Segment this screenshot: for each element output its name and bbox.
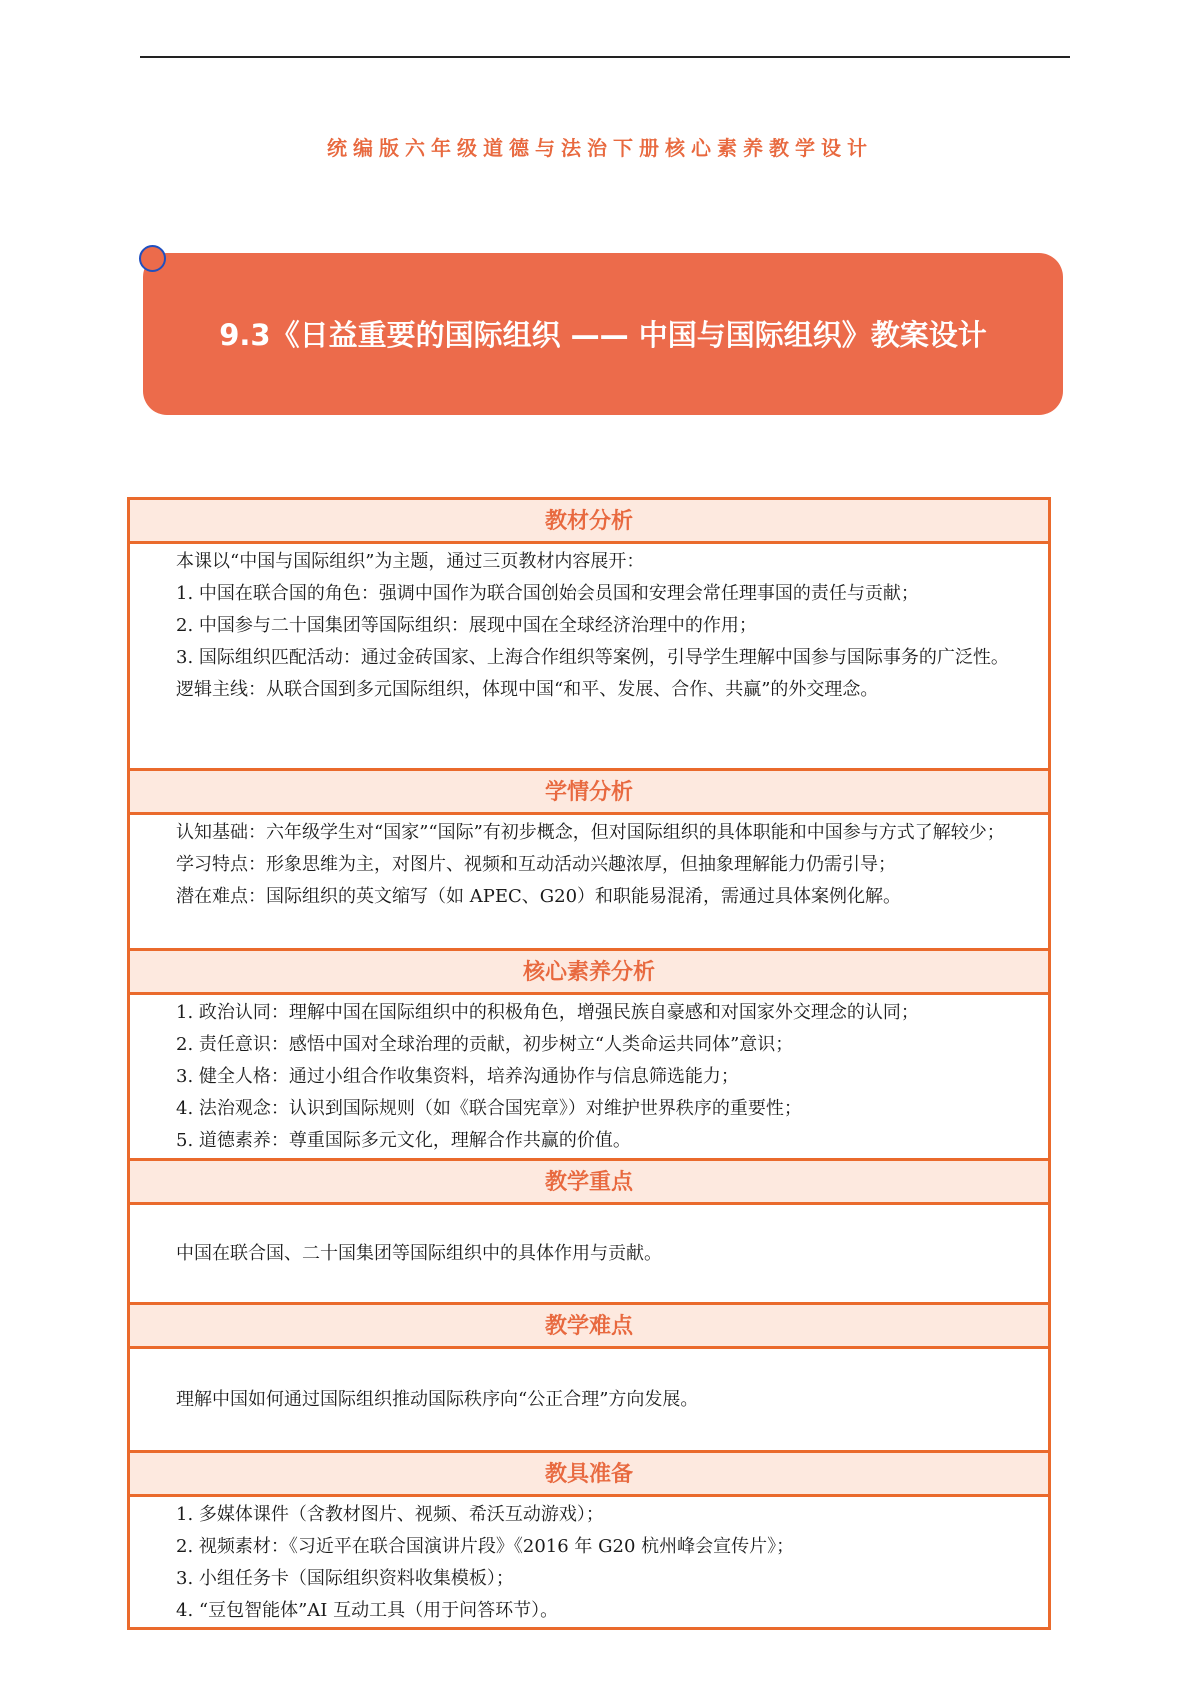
banner-bullet-icon	[139, 245, 166, 272]
paragraph: 3. 健全人格：通过小组合作收集资料，培养沟通协作与信息筛选能力；	[176, 1066, 739, 1087]
paragraph: 潜在难点：国际组织的英文缩写（如 APEC、G20）和职能易混淆，需通过具体案例化解。	[176, 886, 902, 907]
section-heading-difficulties: 教学难点	[130, 1305, 1048, 1349]
section-body-textbook-analysis	[130, 544, 1048, 771]
lesson-plan-table	[127, 497, 1051, 1630]
series-title: 统编版六年级道德与法治下册核心素养教学设计	[327, 136, 873, 160]
section-heading-student-analysis: 学情分析	[130, 771, 1048, 815]
title-banner	[143, 253, 1063, 415]
paragraph: 认知基础：六年级学生对“国家”“国际”有初步概念，但对国际组织的具体职能和中国参与方式了解较少；	[176, 822, 1005, 843]
paragraph: 学习特点：形象思维为主，对图片、视频和互动活动兴趣浓厚，但抽象理解能力仍需引导；	[176, 854, 896, 875]
paragraph: 1. 多媒体课件（含教材图片、视频、希沃互动游戏）；	[176, 1504, 604, 1525]
section-body-core-literacy	[130, 995, 1048, 1161]
paragraph: 2. 责任意识：感悟中国对全球治理的贡献，初步树立“人类命运共同体”意识；	[176, 1034, 794, 1055]
paragraph: 4. “豆包智能体”AI 互动工具（用于问答环节）。	[176, 1600, 559, 1621]
lesson-title: 9.3《日益重要的国际组织 —— 中国与国际组织》教案设计	[219, 318, 987, 352]
paragraph: 逻辑主线：从联合国到多元国际组织，体现中国“和平、发展、合作、共赢”的外交理念。	[176, 679, 879, 700]
section-body-difficulties	[130, 1349, 1048, 1453]
section-heading-textbook-analysis: 教材分析	[130, 500, 1048, 544]
paragraph: 4. 法治观念：认识到国际规则（如《联合国宪章》）对维护世界秩序的重要性；	[176, 1098, 802, 1119]
paragraph: 5. 道德素养：尊重国际多元文化，理解合作共赢的价值。	[176, 1130, 631, 1151]
paragraph: 中国在联合国、二十国集团等国际组织中的具体作用与贡献。	[176, 1242, 662, 1264]
paragraph: 2. 视频素材：《习近平在联合国演讲片段》《2016 年 G20 杭州峰会宣传片》；	[176, 1536, 795, 1557]
section-body-student-analysis	[130, 815, 1048, 951]
paragraph: 理解中国如何通过国际组织推动国际秩序向“公正合理”方向发展。	[176, 1388, 699, 1410]
section-heading-key-points: 教学重点	[130, 1161, 1048, 1205]
paragraph: 本课以“中国与国际组织”为主题，通过三页教材内容展开：	[176, 551, 645, 572]
section-heading-teaching-aids: 教具准备	[130, 1453, 1048, 1497]
section-body-teaching-aids	[130, 1497, 1048, 1627]
paragraph: 1. 政治认同：理解中国在国际组织中的积极角色，增强民族自豪感和对国家外交理念的认同；	[176, 1002, 919, 1023]
paragraph: 3. 小组任务卡（国际组织资料收集模板）；	[176, 1568, 514, 1589]
header-rule	[140, 56, 1070, 58]
section-heading-core-literacy: 核心素养分析	[130, 951, 1048, 995]
section-body-key-points	[130, 1205, 1048, 1305]
paragraph: 1. 中国在联合国的角色：强调中国作为联合国创始会员国和安理会常任理事国的责任与贡献；	[176, 583, 919, 604]
paragraph: 2. 中国参与二十国集团等国际组织：展现中国在全球经济治理中的作用；	[176, 615, 757, 636]
paragraph: 3. 国际组织匹配活动：通过金砖国家、上海合作组织等案例，引导学生理解中国参与国际事务的广泛性。	[176, 647, 1009, 668]
